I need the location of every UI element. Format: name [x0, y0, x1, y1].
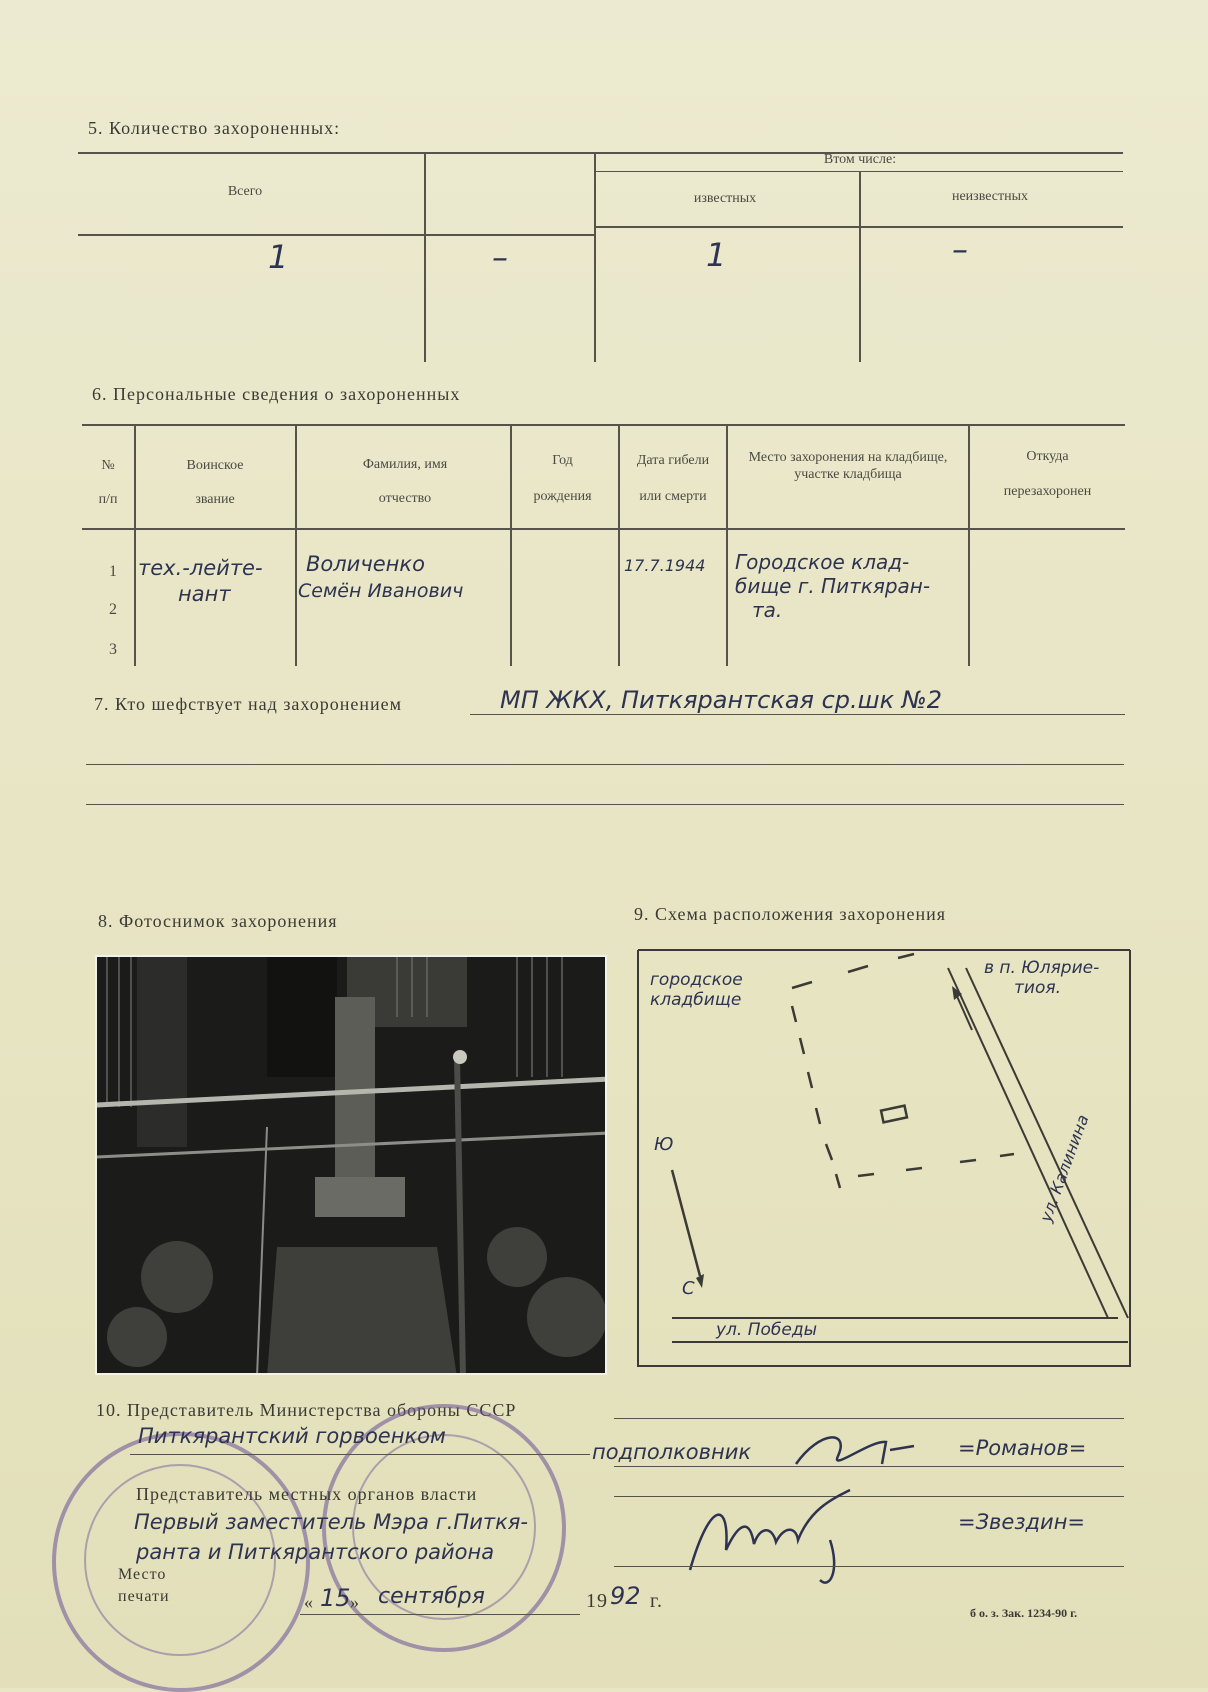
cemetery-label-1: городское	[650, 970, 743, 990]
header-known: известных	[693, 191, 757, 206]
header-number-sub: п/п	[98, 492, 118, 507]
header-name: Фамилия, имя	[362, 457, 448, 472]
grave-photo	[95, 955, 607, 1375]
date-year-suffix: 92	[610, 1582, 641, 1610]
signature-line	[130, 1454, 590, 1455]
row-number: 3	[109, 641, 117, 658]
local-position-line2: ранта и Питкярантского района	[136, 1540, 495, 1564]
burial-place-line2: бище г. Питкяран-	[735, 574, 931, 598]
date-quote: «	[304, 1592, 314, 1612]
date-month: сентября	[378, 1584, 485, 1609]
burial-place-line3: та.	[752, 598, 783, 622]
date-year-end: г.	[650, 1590, 663, 1612]
street-pobedy-label: ул. Победы	[716, 1320, 818, 1340]
table6-col-divider	[134, 424, 136, 666]
date-quote: »	[350, 1592, 360, 1612]
header-birth-year: Год	[552, 453, 573, 468]
header-burial-place: Место захоронения на кладбище, участке кладбища	[748, 450, 948, 482]
cemetery-label-2: кладбище	[650, 990, 742, 1010]
value-total: 1	[268, 238, 289, 276]
header-birth-year-sub: рождения	[533, 489, 592, 504]
section8-title: 8. Фотоснимок захоронения	[98, 911, 338, 931]
direction-label-1: в п. Юляриe-	[984, 958, 1100, 978]
date-underline	[300, 1614, 580, 1615]
table6-col-divider	[726, 424, 728, 666]
value-col2: –	[492, 238, 508, 276]
mod-rank: подполковник	[592, 1440, 752, 1464]
header-rank: Воинское	[186, 458, 244, 473]
table6-col-divider	[510, 424, 512, 666]
printer-note: б о. з. Зак. 1234-90 г.	[970, 1606, 1078, 1620]
section5-title: 5. Количество захороненных:	[88, 118, 341, 138]
burial-place-line1: Городское клад-	[735, 550, 910, 574]
local-signature	[680, 1480, 870, 1595]
table6-col-divider	[968, 424, 970, 666]
blank-line	[86, 804, 1124, 805]
section6-title: 6. Персональные сведения о захороненных	[92, 384, 461, 404]
south-label: Ю	[654, 1134, 674, 1155]
section9-title: 9. Схема расположения захоронения	[634, 904, 947, 924]
deceased-rank-line1: тех.-лейте-	[138, 556, 263, 580]
table5-top-rule	[78, 152, 1123, 154]
table5-col-divider	[859, 172, 861, 362]
signature-line	[614, 1418, 1124, 1419]
mod-name: =Романов=	[958, 1436, 1087, 1460]
patron-underline	[470, 714, 1125, 715]
stamp-place-label-2: печати	[118, 1588, 170, 1605]
header-death-date: Дата гибели	[636, 453, 710, 468]
date-year-prefix: 19	[586, 1590, 608, 1612]
stamp-place-label-1: Место	[118, 1566, 167, 1583]
header-death-date-sub: или смерти	[639, 489, 707, 504]
header-name-sub: отчество	[378, 491, 432, 506]
local-name: =Звездин=	[958, 1510, 1086, 1534]
table5-header-rule	[78, 234, 596, 236]
header-reburied-from: Откуда	[1026, 449, 1069, 464]
signature-line	[614, 1566, 1124, 1567]
header-total: Всего	[227, 184, 263, 199]
deceased-name-line1: Воличенко	[306, 552, 425, 576]
row-number: 2	[109, 601, 117, 618]
direction-label-2: тиоя.	[1014, 978, 1061, 998]
blank-line	[86, 764, 1124, 765]
death-date: 17.7.1944	[624, 556, 706, 575]
section7-label: 7. Кто шефствует над захоронением	[94, 694, 403, 714]
header-unknown: неизвестных	[951, 189, 1029, 204]
deceased-rank-line2: нант	[178, 582, 231, 606]
signature-line	[614, 1466, 1124, 1467]
value-known: 1	[706, 236, 727, 274]
local-position-line1: Первый заместитель Мэра г.Питкя-	[134, 1510, 528, 1534]
table6-col-divider	[295, 424, 297, 666]
header-number: №	[101, 458, 115, 473]
value-unknown: –	[952, 230, 968, 268]
section10-title: 10. Представитель Министерства обороны СССР	[96, 1400, 517, 1420]
header-in-total: Втом числе:	[823, 152, 897, 167]
mod-organization: Питкярантский горвоенком	[138, 1424, 446, 1448]
table5-col-divider	[424, 152, 426, 362]
table5-col-divider	[594, 152, 596, 362]
row-number: 1	[109, 563, 117, 580]
north-label: С	[682, 1278, 695, 1299]
location-scheme	[636, 948, 1132, 1368]
street-kalinina-label: ул. Калинина	[1036, 1112, 1093, 1225]
patron-value: МП ЖКХ, Питкярантская ср.шк №2	[500, 686, 942, 714]
date-day: 15	[320, 1584, 351, 1612]
deceased-name-line2: Семён Иванович	[298, 580, 464, 602]
local-authority-title: Представитель местных органов власти	[136, 1484, 478, 1504]
mod-signature	[790, 1420, 920, 1485]
header-reburied-from-sub: перезахоронен	[1003, 484, 1092, 499]
header-rank-sub: звание	[195, 492, 235, 507]
